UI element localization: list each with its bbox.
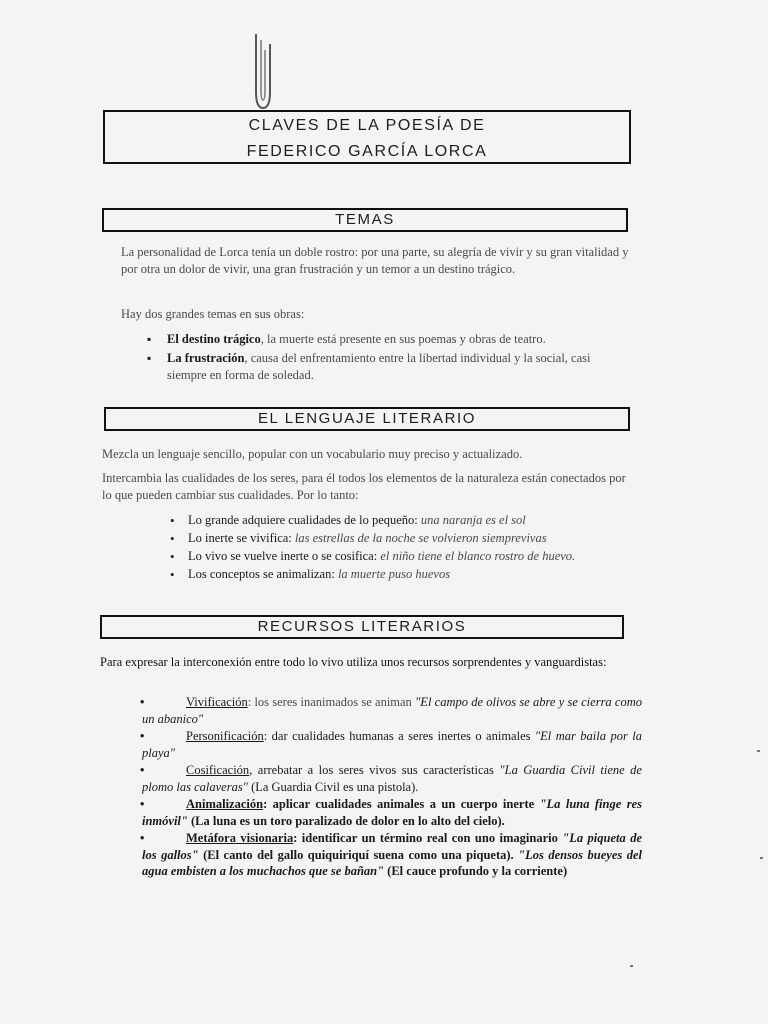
list-item-desc: : aplicar cualidades animales a un cuerpo inerte [263, 797, 540, 811]
bullet-icon: • [140, 831, 145, 845]
list-item-note: (El canto del gallo quiquiriquí suena como una piqueta). [198, 847, 519, 862]
list-item-example: la muerte puso huevos [337, 567, 451, 581]
recursos-list [142, 694, 642, 881]
list-item-quote: "El mar baila por la playa" [142, 729, 642, 760]
list-item-quote: "La piqueta de los gallos" [142, 831, 642, 862]
bullet-icon: • [140, 763, 145, 777]
list-item-text: , la muerte está presente en sus poemas y obras de teatro. [260, 332, 546, 346]
section-heading-lenguaje: EL LENGUAJE LITERARIO [104, 407, 630, 431]
list-item-term: Animalización [186, 797, 264, 811]
section-heading-temas: TEMAS [102, 208, 628, 232]
bullet-icon: • [140, 729, 145, 743]
lenguaje-list [166, 512, 646, 584]
list-item-desc: , arrebatar a los seres vivos sus características [249, 763, 500, 777]
section-heading-recursos: RECURSOS LITERARIOS [100, 615, 624, 639]
list-item-text: Los conceptos se animalizan: [188, 567, 338, 581]
list-item-note: (La luna es un toro paralizado de dolor en lo alto del cielo). [187, 813, 505, 828]
document-title [103, 110, 631, 164]
list-item-text: Lo grande adquiere cualidades de lo pequeño: [188, 513, 421, 527]
list-item [166, 512, 646, 529]
list-item-quote: "La luna finge res inmóvil" [142, 797, 642, 828]
temas-list [145, 331, 615, 386]
scan-speck [760, 857, 763, 859]
scan-speck [630, 965, 633, 967]
list-item [166, 530, 646, 547]
list-item-term: Vivificación [186, 695, 248, 709]
title-line-1: CLAVES DE LA POESÍA DE [248, 117, 486, 134]
list-item-desc: : identificar un término real con uno imaginario [293, 831, 563, 845]
list-item [145, 331, 615, 348]
list-item [166, 548, 646, 565]
list-item-text: Lo vivo se vuelve inerte o se cosifica: [188, 549, 381, 563]
bullet-icon: • [140, 797, 145, 811]
list-item [142, 728, 642, 761]
list-item [145, 350, 615, 384]
paper-clip-icon [250, 30, 276, 112]
list-item [142, 762, 642, 795]
list-item-note: (La Guardia Civil es una pistola). [247, 779, 419, 794]
list-item-term: El destino trágico [167, 332, 261, 346]
list-item-term: Cosificación [186, 763, 250, 777]
bullet-icon: • [140, 695, 145, 709]
list-item-text: Lo inerte se vivifica: [188, 531, 295, 545]
list-item-term: Personificación [186, 729, 264, 743]
list-item-example: el niño tiene el blanco rostro de huevo. [380, 549, 576, 563]
list-item [142, 694, 642, 727]
list-item-term: La frustración [167, 351, 245, 365]
lenguaje-p1: Mezcla un lenguaje sencillo, popular con un vocabulario muy preciso y actualizado. [102, 447, 523, 461]
list-item [142, 796, 642, 829]
scan-speck [757, 750, 760, 752]
list-item-note-2: (El cauce profundo y la corriente) [384, 864, 568, 878]
list-item-term: Metáfora visionaria [186, 831, 294, 845]
list-item-quote: "La Guardia Civil tiene de plomo las calaveras" [142, 763, 642, 794]
title-line-2: FEDERICO GARCÍA LORCA [246, 143, 488, 160]
list-item-quote: "El campo de olivos se abre y se cierra como un abanico" [142, 695, 642, 726]
list-item-desc: : los seres inanimados se animan [247, 695, 416, 709]
list-item [142, 830, 642, 880]
temas-sub: Hay dos grandes temas en sus obras: [121, 307, 305, 321]
list-item-quote-2: "Los densos bueyes del agua embisten a los muchachos que se bañan" [142, 847, 642, 878]
list-item-text: , causa del enfrentamiento entre la libertad individual y la social, casi siempre en forma de soledad. [167, 351, 591, 382]
lenguaje-p2: Intercambia las cualidades de los seres, para él todos los elementos de la naturaleza están conectados por lo que pueden cambiar sus cualidades. Por lo tanto: [102, 471, 626, 502]
temas-intro: La personalidad de Lorca tenía un doble rostro: por una parte, su alegría de vivir y su gran vitalidad y por otra un dolor de vivir, una gran frustración y un temor a un destino trágico. [121, 245, 629, 276]
list-item [166, 566, 646, 583]
list-item-example: una naranja es el sol [420, 513, 526, 527]
recursos-intro: Para expresar la interconexión entre todo lo vivo utiliza unos recursos sorprendentes y vanguardistas: [100, 655, 607, 669]
list-item-example: las estrellas de la noche se volvieron siemprevivas [294, 531, 547, 545]
list-item-desc: : dar cualidades humanas a seres inertes o animales [263, 729, 535, 743]
